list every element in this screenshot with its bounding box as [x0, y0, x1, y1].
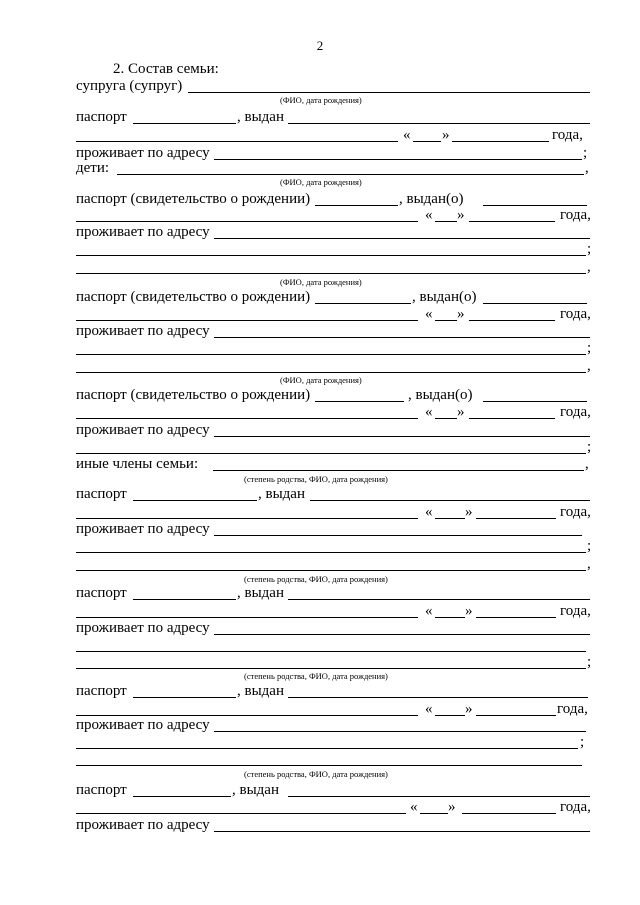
passport-cert-label: паспорт (свидетельство о рождении) [76, 191, 311, 207]
passport-label: паспорт [76, 109, 127, 125]
issue-month-line[interactable] [462, 813, 556, 814]
page-number: 2 [316, 38, 324, 53]
quote-close: » [457, 306, 465, 322]
issued-by-line-2[interactable] [76, 320, 418, 321]
semicolon: ; [587, 654, 592, 670]
issue-day-line[interactable] [435, 617, 465, 618]
quote-open: « [403, 127, 411, 143]
caption-relation: (степень родства, ФИО, дата рождения) [244, 769, 388, 779]
year-label: года, [560, 504, 591, 520]
spouse-label: супруга (супруг) [76, 78, 183, 94]
issue-month-line[interactable] [476, 715, 556, 716]
address-line-2[interactable] [76, 552, 586, 553]
year-label: года, [560, 306, 591, 322]
lives-at-label: проживает по адресу [76, 145, 210, 161]
issued-by-line[interactable] [483, 303, 587, 304]
address-line[interactable] [214, 535, 582, 536]
issued-by-line-2[interactable] [76, 715, 418, 716]
issued-by-line-2[interactable] [76, 813, 406, 814]
quote-open: « [410, 799, 418, 815]
address-line[interactable] [214, 159, 582, 160]
passport-label: паспорт [76, 683, 127, 699]
issued-label: , выдан [232, 782, 279, 798]
passport-label: паспорт [76, 585, 127, 601]
issue-month-line[interactable] [452, 141, 549, 142]
year-label: года, [560, 799, 591, 815]
address-line[interactable] [214, 634, 590, 635]
year-label: года, [560, 404, 591, 420]
issued-by-line-2[interactable] [76, 617, 418, 618]
issue-month-line[interactable] [469, 221, 555, 222]
passport-label: паспорт [76, 486, 127, 502]
issued-by-line[interactable] [310, 500, 590, 501]
issued-label: , выдан [237, 683, 284, 699]
issued-label: , выдан [237, 109, 284, 125]
caption-relation: (степень родства, ФИО, дата рождения) [244, 671, 388, 681]
passport-cert-label: паспорт (свидетельство о рождении) [76, 289, 311, 305]
issued-by-line[interactable] [288, 599, 590, 600]
passport-number-line[interactable] [133, 500, 257, 501]
issue-month-line[interactable] [469, 320, 555, 321]
cert-number-line[interactable] [315, 205, 398, 206]
lives-at-label: проживает по адресу [76, 422, 210, 438]
spouse-fio-line[interactable] [188, 92, 590, 93]
quote-open: « [425, 701, 433, 717]
issued-by-line[interactable] [288, 796, 590, 797]
issued-by-line-2[interactable] [76, 141, 398, 142]
issue-day-line[interactable] [420, 813, 448, 814]
quote-close: » [465, 701, 473, 717]
semicolon: ; [587, 340, 592, 356]
caption-fio: (ФИО, дата рождения) [280, 277, 362, 287]
children-label: дети: [76, 160, 110, 176]
issue-day-line[interactable] [435, 418, 457, 419]
issued-label: , выдан [258, 486, 305, 502]
child-2-fio-line[interactable] [76, 273, 586, 274]
other-2-line[interactable] [76, 570, 586, 571]
address-line-3[interactable] [76, 668, 586, 669]
issue-day-line[interactable] [435, 715, 465, 716]
quote-open: « [425, 504, 433, 520]
quote-close: » [465, 504, 473, 520]
issued-o-label: , выдан(о) [408, 387, 473, 403]
issued-by-line-2[interactable] [76, 418, 418, 419]
semicolon: ; [580, 734, 585, 750]
semicolon: ; [583, 145, 588, 161]
others-label: иные члены семьи: [76, 456, 199, 472]
caption-fio: (ФИО, дата рождения) [280, 177, 362, 187]
quote-open: « [425, 207, 433, 223]
address-line-2[interactable] [76, 651, 586, 652]
caption-fio: (ФИО, дата рождения) [280, 95, 362, 105]
address-line[interactable] [214, 238, 590, 239]
quote-open: « [425, 404, 433, 420]
year-label: года, [552, 127, 583, 143]
issued-o-label: , выдан(о) [399, 191, 464, 207]
issued-by-line[interactable] [288, 697, 588, 698]
passport-label: паспорт [76, 782, 127, 798]
address-line[interactable] [214, 831, 590, 832]
child-3-fio-line[interactable] [76, 372, 586, 373]
year-label: года, [560, 603, 591, 619]
quote-close: » [457, 207, 465, 223]
lives-at-label: проживает по адресу [76, 224, 210, 240]
year-label: года, [557, 701, 588, 717]
passport-number-line[interactable] [133, 599, 236, 600]
quote-close: » [448, 799, 456, 815]
lives-at-label: проживает по адресу [76, 323, 210, 339]
comma: , [587, 556, 591, 572]
issued-by-line[interactable] [483, 205, 587, 206]
quote-open: « [425, 603, 433, 619]
issue-month-line[interactable] [476, 518, 556, 519]
lives-at-label: проживает по адресу [76, 817, 210, 833]
passport-cert-label: паспорт (свидетельство о рождении) [76, 387, 311, 403]
issue-month-line[interactable] [469, 418, 555, 419]
caption-fio: (ФИО, дата рождения) [280, 375, 362, 385]
issue-day-line[interactable] [435, 518, 465, 519]
issued-by-line-2[interactable] [76, 518, 418, 519]
address-line[interactable] [214, 731, 586, 732]
comma: , [585, 160, 589, 176]
lives-at-label: проживает по адресу [76, 717, 210, 733]
child-1-fio-line[interactable] [117, 174, 584, 175]
quote-close: » [442, 127, 450, 143]
address-line[interactable] [214, 436, 590, 437]
issued-by-line-2[interactable] [76, 221, 418, 222]
quote-open: « [425, 306, 433, 322]
caption-relation: (степень родства, ФИО, дата рождения) [244, 574, 388, 584]
year-label: года, [560, 207, 591, 223]
address-line-3[interactable] [76, 765, 582, 766]
comma: , [585, 456, 589, 472]
section-title: 2. Состав семьи: [113, 61, 219, 77]
issued-by-line[interactable] [483, 401, 587, 402]
issue-day-line[interactable] [435, 221, 457, 222]
semicolon: ; [587, 241, 592, 257]
address-line-2[interactable] [76, 453, 586, 454]
quote-close: » [465, 603, 473, 619]
issue-day-line[interactable] [413, 141, 441, 142]
quote-close: » [457, 404, 465, 420]
lives-at-label: проживает по адресу [76, 620, 210, 636]
passport-number-line[interactable] [133, 697, 236, 698]
other-1-line[interactable] [213, 470, 584, 471]
semicolon: ; [587, 538, 592, 554]
address-line[interactable] [214, 337, 590, 338]
semicolon: ; [587, 439, 592, 455]
issue-day-line[interactable] [435, 320, 457, 321]
comma: , [587, 259, 591, 275]
cert-number-line[interactable] [315, 303, 411, 304]
address-line-2[interactable] [76, 354, 586, 355]
issued-label: , выдан [237, 585, 284, 601]
passport-number-line[interactable] [133, 123, 236, 124]
address-line-2[interactable] [76, 255, 586, 256]
passport-number-line[interactable] [133, 796, 231, 797]
issued-by-line[interactable] [288, 123, 590, 124]
issue-month-line[interactable] [476, 617, 556, 618]
address-line-2[interactable] [76, 748, 578, 749]
lives-at-label: проживает по адресу [76, 521, 210, 537]
comma: , [587, 358, 591, 374]
caption-relation: (степень родства, ФИО, дата рождения) [244, 474, 388, 484]
issued-o-label: , выдан(о) [412, 289, 477, 305]
cert-number-line[interactable] [315, 401, 404, 402]
